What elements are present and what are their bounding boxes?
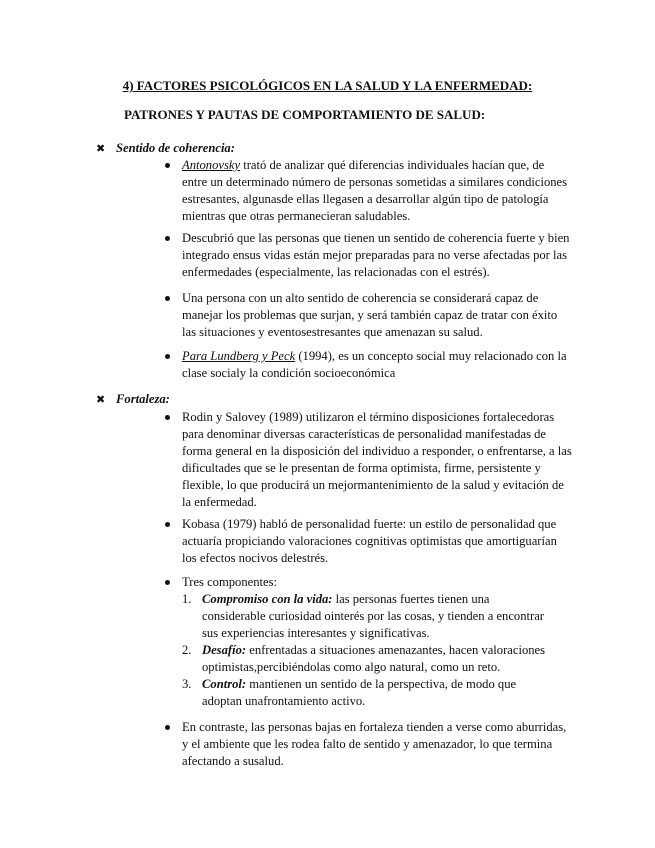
list-item: [160, 230, 570, 281]
list-item: [160, 409, 572, 511]
bullet-dot-icon: [165, 236, 170, 241]
component-name: Compromiso con la vida:: [202, 592, 333, 606]
section-fortaleza: [96, 391, 170, 408]
bullet-list: [160, 409, 572, 511]
section-heading: [96, 391, 170, 408]
section-heading-text: Fortaleza:: [116, 392, 170, 406]
bullet-text: Tres componentes:: [182, 575, 278, 589]
list-item: [160, 157, 570, 225]
item-number: 1.: [182, 592, 192, 606]
bullet-list: [160, 157, 570, 225]
bullet-text: Kobasa (1979) habló de personalidad fuerte: un estilo de personalidad que actuaría propiciando valoraciones cognitivas optimistas que amortiguarían los efectos nocivos delestrés.: [182, 517, 557, 565]
bullet-text: trató de analizar qué diferencias individuales hacían que, de entre un determinado número de personas sometidas a similares condiciones estresantes, algunasde ellas llegasen a desarrollar algún tipo de patología mientras que otras permanecieran saludables.: [182, 158, 568, 223]
bullet-text: Descubrió que las personas que tienen un sentido de coherencia fuerte y bien integrado ensus vidas están mejor preparadas para no verse afectadas por las enfermedades (especialmente, las relacionadas con el estrés).: [182, 231, 570, 279]
list-item: [182, 591, 554, 642]
list-item: [182, 676, 554, 710]
bullet-list: [160, 719, 572, 770]
component-text: enfrentadas a situaciones amenazantes, hacen valoraciones optimistas,percibiéndolas como algo natural, como un reto.: [202, 643, 546, 674]
bullet-list: [160, 516, 572, 567]
section-sentido-coherencia: [96, 140, 235, 157]
bullet-dot-icon: [165, 580, 170, 585]
component-text: las personas fuertes tienen una considerable curiosidad ointerés por las cosas, y tienden a encontrar sus experiencias interesantes y significativas.: [202, 592, 545, 640]
bullet-list: [160, 230, 570, 281]
list-item: [160, 574, 572, 710]
bullet-list: [160, 290, 570, 341]
author-link: Antonovsky: [182, 158, 241, 172]
document-subtitle: PATRONES Y PAUTAS DE COMPORTAMIENTO DE SALUD:: [124, 107, 486, 122]
section-heading-text: Sentido de coherencia:: [116, 141, 235, 155]
components-list: [182, 591, 554, 710]
item-number: 3.: [182, 677, 192, 691]
bullet-dot-icon: [165, 354, 170, 359]
bullet-dot-icon: [165, 415, 170, 420]
list-item: [182, 642, 554, 676]
x-bullet-icon: ✖: [96, 142, 106, 155]
list-item: [160, 290, 570, 341]
bullet-dot-icon: [165, 725, 170, 730]
bullet-text: En contraste, las personas bajas en fortaleza tienden a verse como aburridas, y el ambiente que les rodea falto de sentido y amenazador, lo que termina afectando a susalud.: [182, 720, 567, 768]
bullet-dot-icon: [165, 296, 170, 301]
section-heading: [96, 140, 235, 157]
component-text: mantienen un sentido de la perspectiva, de modo que adoptan unafrontamiento activo.: [202, 677, 517, 708]
bullet-dot-icon: [165, 163, 170, 168]
bullet-list: [160, 574, 572, 710]
list-item: [160, 516, 572, 567]
list-item: [160, 719, 572, 770]
bullet-text: Una persona con un alto sentido de coherencia se considerará capaz de manejar los problemas que surjan, y será también capaz de tratar con éxito las situaciones y eventosestresantes que amenazan su salud.: [182, 291, 558, 339]
bullet-text: (1994), es un concepto social muy relacionado con la clase socialy la condición socioeconómica: [182, 349, 567, 380]
component-name: Control:: [202, 677, 247, 691]
item-number: 2.: [182, 643, 192, 657]
bullet-text: Rodin y Salovey (1989) utilizaron el término disposiciones fortalecedoras para denominar diversas características de personalidad manifestadas de forma general en la disposición del individuo a responder, o enfrentarse, a las dificultades que se le presentan de forma optimista, firme, persistente y flexible, lo que producirá un mejormantenimiento de la salud y evitación de la enfermedad.: [182, 410, 572, 509]
list-item: [160, 348, 570, 382]
component-name: Desafío:: [202, 643, 247, 657]
document-title: 4) FACTORES PSICOLÓGICOS EN LA SALUD Y LA ENFERMEDAD:: [122, 78, 533, 93]
author-link: Para Lundberg y Peck: [182, 349, 296, 363]
bullet-dot-icon: [165, 522, 170, 527]
x-bullet-icon: ✖: [96, 393, 106, 406]
bullet-list: [160, 348, 570, 382]
